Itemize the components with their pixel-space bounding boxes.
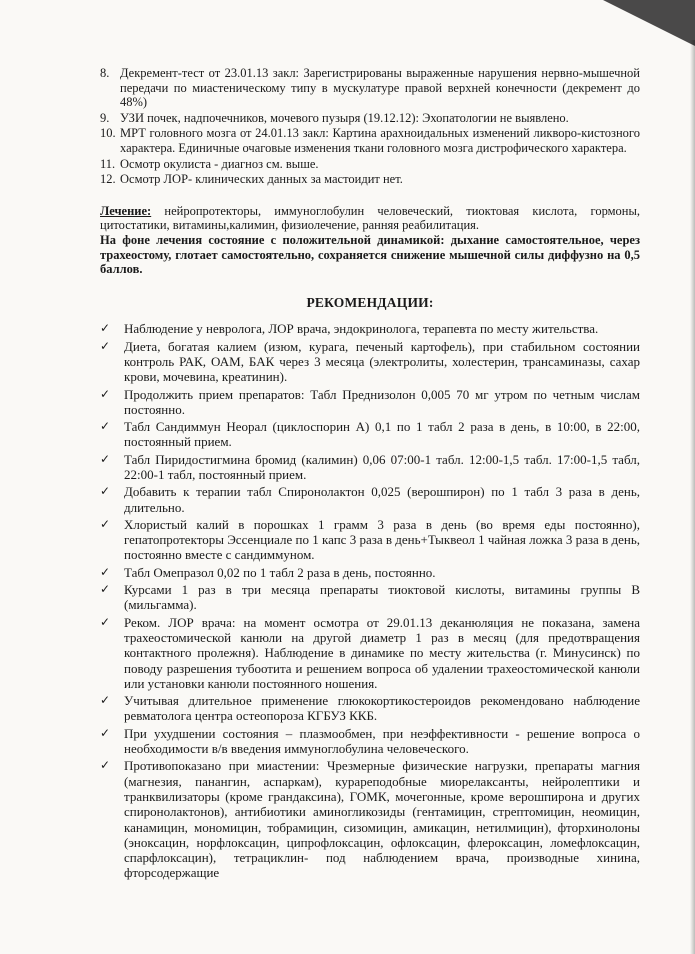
- check-icon: ✓: [100, 614, 111, 629]
- item-number: 8.: [100, 66, 110, 80]
- recommendation-item: [100, 339, 640, 385]
- recommendation-item: [100, 419, 640, 450]
- list-item: [100, 111, 640, 126]
- recommendation-item: [100, 758, 640, 880]
- recommendation-text: Противопоказано при миастении: Чрезмерные физические нагрузки, препараты магния (магнезия, панангин, аспаркам), курареподобные миорелаксанты, нейролептики и транквилизаторы (кроме грандаксина), ГОМК, мочегонные, кроме верошпирона и других спиронолактонов), антибиотики аминогликозиды (гентамицин, стрептомицин, неомицин, канамицин, мономицин, тобрамицин, сизомицин, амикацин, нетилмицин), фторхинолоны (эноксацин, норфлоксацин, ципрофлоксацин, офлоксацин, флероксацин, ломефлоксацин, спарфлоксацин), тетрациклин- под наблюдением врача, производные хинина, фторсодержащие: [124, 758, 640, 881]
- recommendation-item: [100, 517, 640, 563]
- recommendation-item: [100, 321, 640, 336]
- item-number: 12.: [100, 172, 116, 187]
- dynamics-paragraph: На фоне лечения состояние с положительной динамикой: дыхание самостоятельное, через трахеостому, глотает самостоятельно, сохраняется снижение мышечной силы диффузно на 0,5 баллов.: [100, 232, 640, 277]
- check-icon: ✓: [100, 582, 111, 597]
- treatment-label: Лечение:: [100, 203, 152, 218]
- item-text: МРТ головного мозга от 24.01.13 закл: Картина арахноидальных изменений ликворо-кистозного характера. Единичные очаговые изменения ткани головного мозга дистрофического характера.: [120, 126, 640, 155]
- recommendation-text: Диета, богатая калием (изюм, курага, печеный картофель), при стабильном состоянии контроль РАК, ОАМ, БАК через 3 месяца (электролиты, холестерин, трансаминазы, сахар крови, мочевина, креатинин).: [124, 338, 640, 385]
- recommendation-text: Курсами 1 раз в три месяца препараты тиоктовой кислоты, витамины группы В (мильгамма).: [124, 582, 640, 613]
- recommendation-item: [100, 484, 640, 515]
- recommendations-list: [100, 321, 640, 880]
- check-icon: ✓: [100, 451, 111, 466]
- item-text: Декремент-тест от 23.01.13 закл: Зарегистрированы выраженные нарушения нервно-мышечной передачи по миастеническому типу в мускулатуре правой верхней конечности (декремент до 48%): [120, 66, 640, 110]
- recommendation-item: [100, 615, 640, 691]
- item-text: УЗИ почек, надпочечников, мочевого пузыря (19.12.12): Эхопатологии не выявлено.: [120, 110, 569, 125]
- recommendation-text: Наблюдение у невролога, ЛОР врача, эндокринолога, терапевта по месту жительства.: [124, 321, 599, 337]
- recommendation-text: Табл Омепразол 0,02 по 1 табл 2 раза в день, постоянно.: [124, 564, 436, 580]
- treatment-text: нейропротекторы, иммуноглобулин человеческий, тиоктовая кислота, гормоны, цитостатики, витамины,калимин, физиолечение, ранняя реабилитация.: [100, 203, 640, 233]
- check-icon: ✓: [100, 758, 111, 773]
- item-number: 10.: [100, 126, 116, 141]
- recommendation-item: [100, 693, 640, 724]
- recommendation-item: [100, 582, 640, 613]
- check-icon: ✓: [100, 386, 111, 401]
- recommendation-text: Табл Пиридостигмина бромид (калимин) 0,06 07:00-1 табл. 12:00-1,5 табл. 17:00-1,5 табл, 22:00-1 табл, постоянный прием.: [124, 451, 640, 482]
- scan-shadow-edge: [690, 40, 695, 954]
- list-item: [100, 172, 640, 187]
- recommendation-text: Табл Сандиммун Неорал (циклоспорин А) 0,1 по 1 табл 2 раза в день, в 10:00, в 22:00, постоянный прием.: [124, 419, 640, 450]
- list-item: [100, 157, 640, 172]
- item-number: 11.: [100, 156, 116, 171]
- recommendation-text: Учитывая длительное применение глюкокортикостероидов рекомендовано наблюдение ревматолога центра остеопороза КГБУЗ ККБ.: [124, 693, 640, 724]
- item-text: Осмотр ЛОР- клинических данных за мастоидит нет.: [120, 172, 403, 187]
- recommendation-text: При ухудшении состояния – плазмообмен, при неэффективности - решение вопроса о необходимости в/в введения иммуноглобулина человеческого.: [124, 725, 640, 757]
- check-icon: ✓: [100, 321, 111, 336]
- check-icon: ✓: [100, 725, 111, 740]
- check-icon: ✓: [100, 484, 111, 499]
- recommendation-text: Реком. ЛОР врача: на момент осмотра от 29.01.13 деканюляция не показана, замена трахеостомической канюли на другой диаметр 1 раз в месяц (для предотвращения контактного пролежня). Наблюдение в динамике по месту жительства (г. Минусинск) по поводу разрешения тубоотита и решением вопроса об удалении трахеостомической канюли или установки канюли постоянного ношения.: [124, 614, 640, 691]
- document-body: [100, 66, 640, 883]
- check-icon: ✓: [100, 516, 111, 531]
- scan-shadow-corner: [603, 0, 695, 46]
- recommendation-text: Продолжить прием препаратов: Табл Преднизолон 0,005 70 мг утром по четным числам постоянно.: [124, 386, 640, 417]
- recommendation-item: [100, 452, 640, 483]
- list-item: [100, 126, 640, 155]
- recommendation-item: [100, 565, 640, 580]
- check-icon: ✓: [100, 564, 111, 579]
- check-icon: ✓: [100, 419, 111, 434]
- recommendations-heading: РЕКОМЕНДАЦИИ:: [306, 294, 434, 310]
- recommendation-item: [100, 387, 640, 418]
- item-number: 9.: [100, 110, 110, 125]
- recommendation-text: Хлористый калий в порошках 1 грамм 3 раза в день (во время еды постоянно), гепатопротекторы Эссенциале по 1 капс 3 раза в день+Тыквеол 1 чайная ложка 3 раза в день, постоянно вместе с сандиммуном.: [124, 516, 640, 563]
- treatment-paragraph: [100, 204, 640, 233]
- list-item: [100, 66, 640, 110]
- recommendation-item: [100, 726, 640, 757]
- check-icon: ✓: [100, 338, 111, 353]
- item-text: Осмотр окулиста - диагноз см. выше.: [120, 156, 319, 171]
- check-icon: ✓: [100, 693, 111, 708]
- findings-list: [100, 66, 640, 187]
- recommendation-text: Добавить к терапии табл Спиронолактон 0,025 (верошпирон) по 1 табл 3 раза в день, длительно.: [124, 484, 640, 515]
